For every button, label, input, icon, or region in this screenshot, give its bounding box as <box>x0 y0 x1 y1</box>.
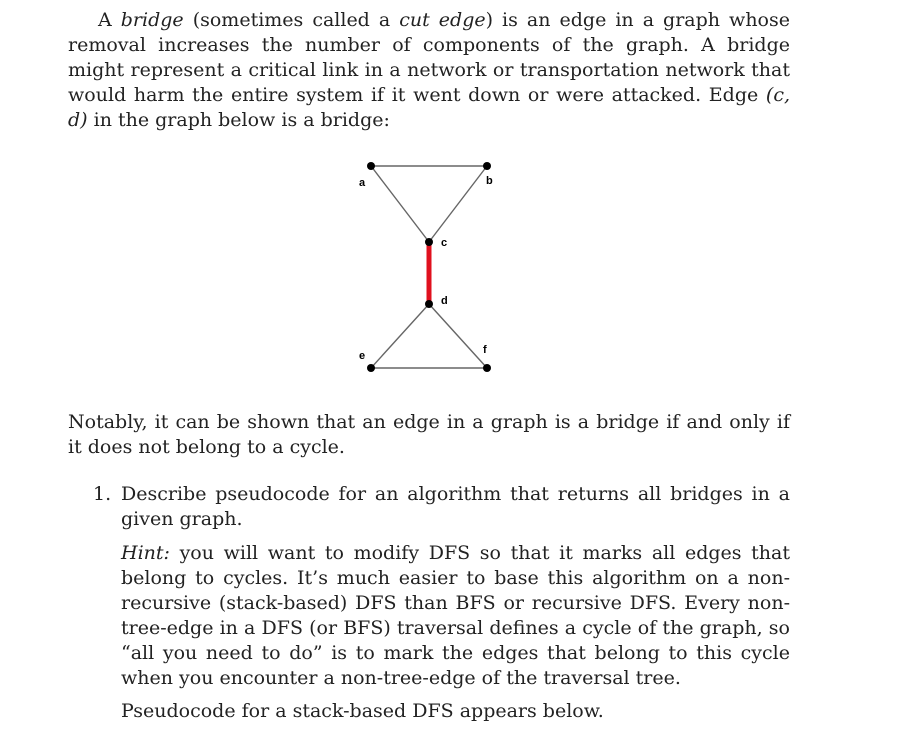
bridge-graph-figure <box>340 150 520 380</box>
node-label-f: f <box>483 344 487 356</box>
intro-text-4: in the graph below is a bridge: <box>87 109 390 131</box>
hint-text: you will want to modify DFS so that it marks all edges that belong to cycles. It’s much easier to base this algorithm on a non-recursive (stack-based) DFS than BFS or recursive DFS. Every non-tree-edge in a DFS (or BFS) traversal defines a cycle of the graph, so “all you need to do” is to mark the edges that belong to this cycle when you encounter a non-tree-edge of the traversal tree. <box>121 542 790 689</box>
intro-text-3: ) is an edge in a graph whose removal increases the number of components of the graph. A bridge might represent a critical link in a network or transportation network that would harm the entire system if it went down or were attacked. Edge <box>68 9 790 106</box>
node-a <box>367 162 375 170</box>
node-d <box>425 300 433 308</box>
node-b <box>483 162 491 170</box>
pseudocode-intro: Pseudocode for a stack-based DFS appears below. <box>121 700 604 722</box>
intro-text-2: (sometimes called a <box>183 9 400 31</box>
hint-paragraph <box>121 541 790 691</box>
edge-d-e <box>371 304 429 368</box>
edge-math: (c, d) <box>68 84 790 131</box>
node-label-a: a <box>359 177 366 189</box>
notably-paragraph: Notably, it can be shown that an edge in a graph is a bridge if and only if it does not belong to a cycle. <box>68 411 790 458</box>
question-number: 1. <box>93 483 112 505</box>
intro-text-1: A <box>98 9 121 31</box>
node-e <box>367 364 375 372</box>
edge-a-c <box>371 166 429 242</box>
edge-b-c <box>429 166 487 242</box>
term-cut-edge: cut edge <box>399 9 486 31</box>
node-label-c: c <box>441 237 448 249</box>
hint-label: Hint: <box>121 542 170 564</box>
intro-paragraph <box>68 8 790 133</box>
node-c <box>425 238 433 246</box>
edge-d-f <box>429 304 487 368</box>
term-bridge: bridge <box>120 9 184 31</box>
node-f <box>483 364 491 372</box>
node-label-b: b <box>486 175 493 187</box>
node-label-e: e <box>359 350 366 362</box>
question-text: Describe pseudocode for an algorithm that returns all bridges in a given graph. <box>121 483 790 530</box>
node-label-d: d <box>441 295 448 307</box>
